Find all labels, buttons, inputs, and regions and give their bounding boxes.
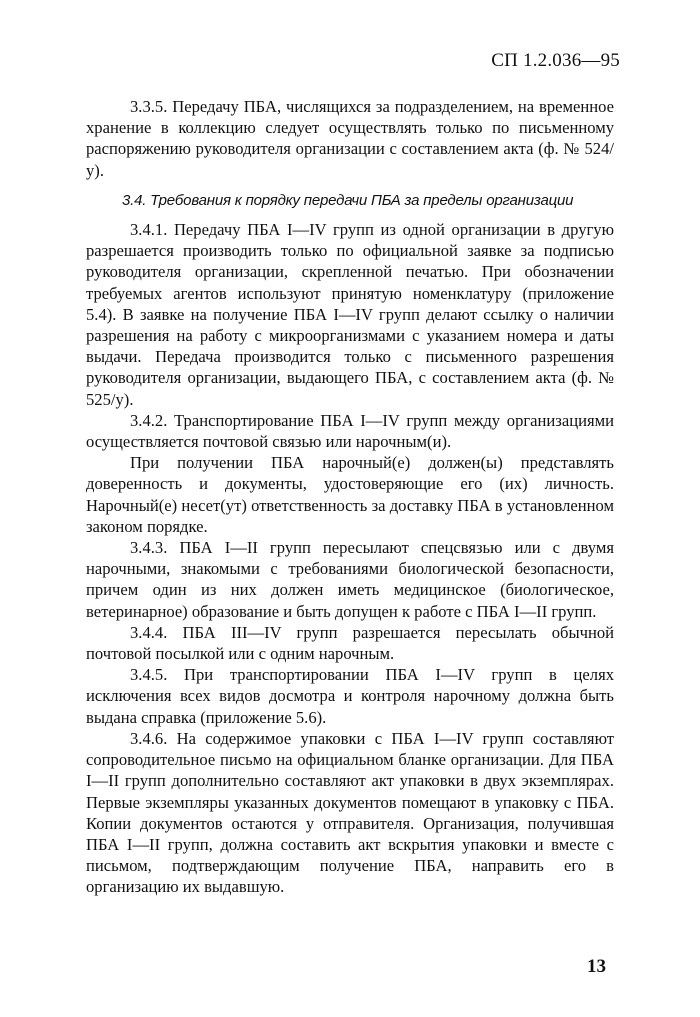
paragraph-3-4-2-continued: При получении ПБА нарочный(е) должен(ы) представлять доверенность и документы, удостоверяющие его (их) личность. Нарочный(е) несет(ут) ответственность за доставку ПБА в установленном законом порядке. [86, 453, 614, 536]
page-number: 13 [587, 956, 606, 977]
section-title-3-4: 3.4. Требования к порядку передачи ПБА за пределы организации [122, 191, 574, 209]
document-code-header: СП 1.2.036—95 [491, 50, 620, 71]
paragraph-3-4-2: 3.4.2. Транспортирование ПБА I—IV групп между организациями осуществляется почтовой связью или нарочным(и). [86, 410, 614, 452]
paragraph-3-4-5: 3.4.5. При транспортировании ПБА I—IV групп в целях исключения всех видов досмотра и контроля нарочному должна быть выдана справка (приложение 5.6). [86, 665, 614, 727]
document-body [86, 96, 614, 898]
paragraph-3-4-6: 3.4.6. На содержимое упаковки с ПБА I—IV групп составляют сопроводительное письмо на официальном бланке организации. Для ПБА I—II групп дополнительно составляют акт упаковки в двух экземплярах. Первые экземпляры указанных документов помещают в упаковку с ПБА. Копии документов остаются у отправителя. Организация, получившая ПБА I—II групп, должна составить акт вскрытия упаковки и вместе с письмом, подтверждающим получение ПБА, направить его в организацию их выдавшую. [86, 728, 614, 897]
paragraph-3-4-4: 3.4.4. ПБА III—IV групп разрешается пересылать обычной почтовой посылкой или с одним нарочным. [86, 622, 614, 664]
paragraph-3-4-1: 3.4.1. Передачу ПБА I—IV групп из одной организации в другую разрешается производить только по официальной заявке за подписью руководителя организации, скрепленной печатью. При обозначении требуемых агентов используют принятую номенклатуру (приложение 5.4). В заявке на получение ПБА I—IV групп делают ссылку о наличии разрешения на работу с микроорганизмами с указанием номера и даты выдачи. Передача производится только с письменного разрешения руководителя организации, выдающего ПБА, с составлением акта (ф. № 525/у). [86, 220, 614, 409]
paragraph-3-4-3: 3.4.3. ПБА I—II групп пересылают спецсвязью или с двумя нарочными, знакомыми с требованиями биологической безопасности, причем один из них должен иметь медицинское (биологическое, ветеринарное) образование и быть допущен к работе с ПБА I—II групп. [86, 538, 614, 621]
paragraph-3-3-5: 3.3.5. Передачу ПБА, числящихся за подразделением, на временное хранение в коллекцию следует осуществлять только по письменному распоряжению руководителя организации с составлением акта (ф. № 524/у). [86, 97, 614, 180]
